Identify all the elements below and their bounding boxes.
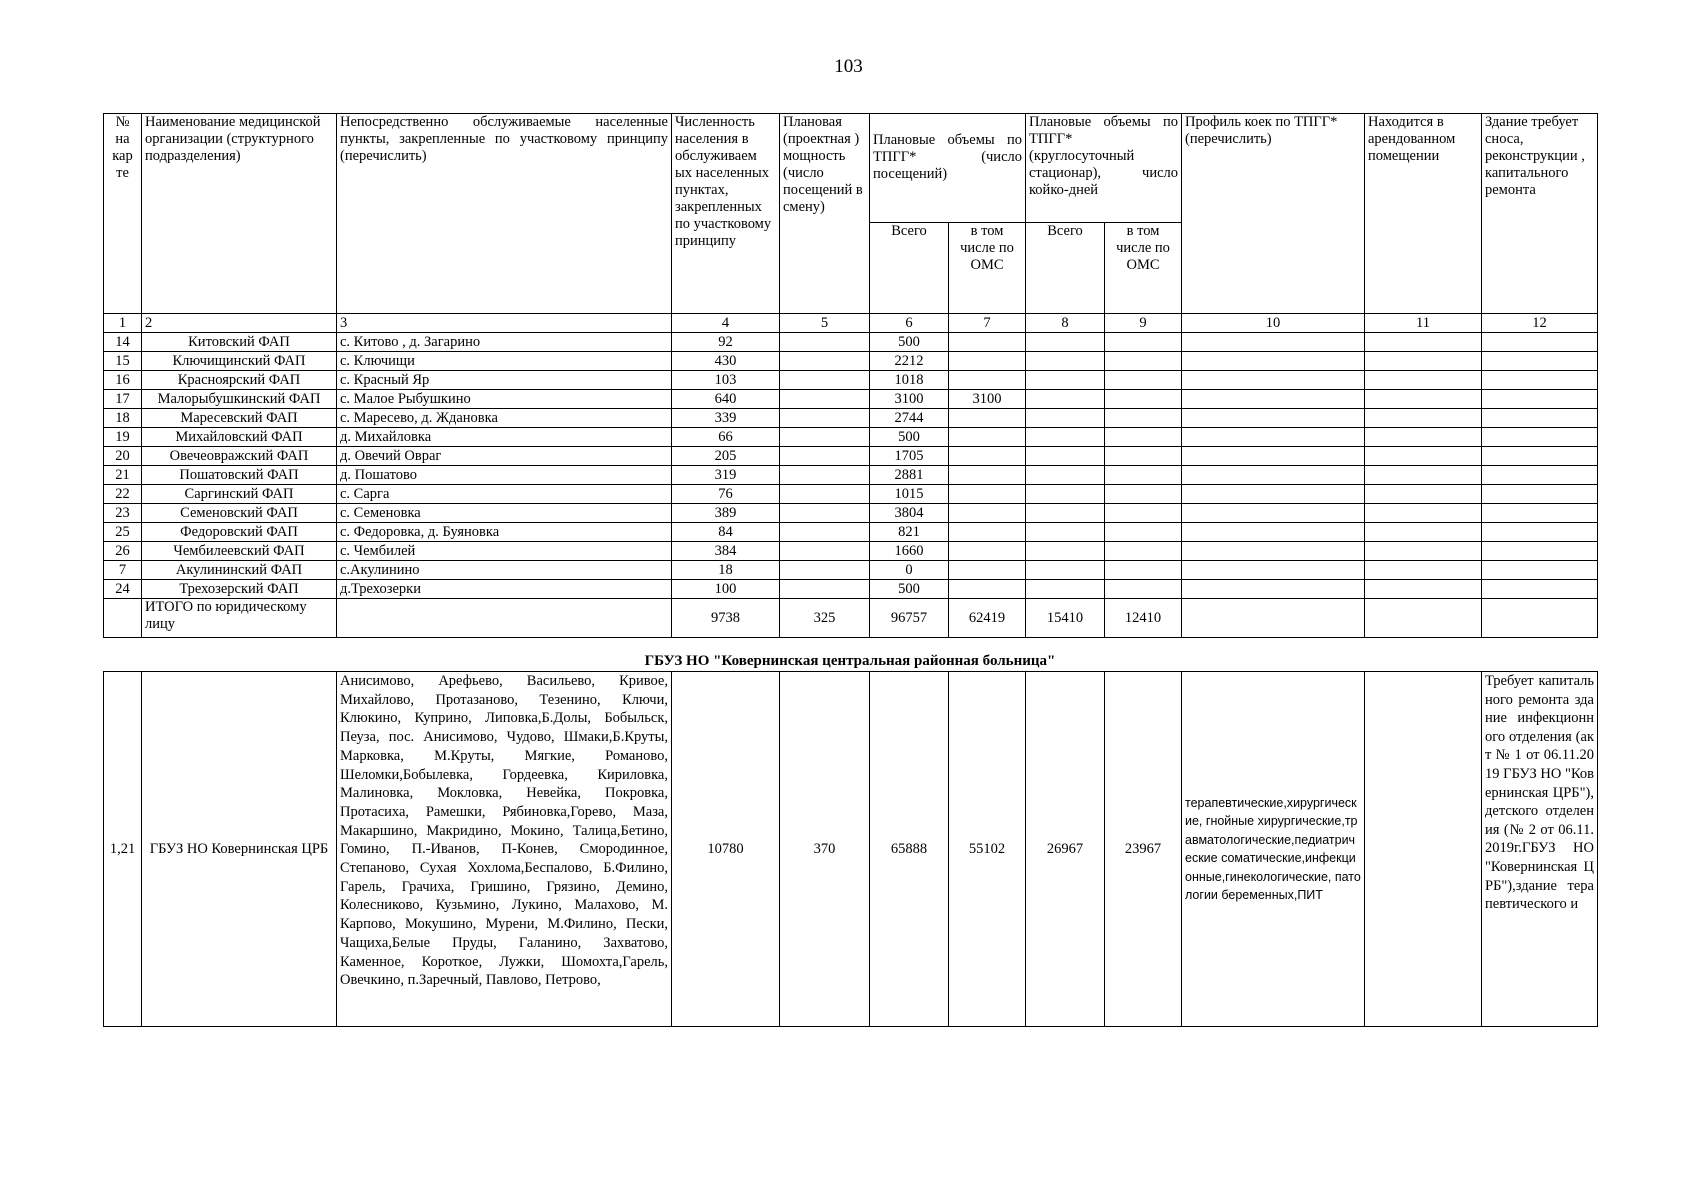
row-visits-oms [949, 504, 1026, 523]
org-beddays: 26967 [1026, 672, 1105, 1027]
row-beddays-oms [1105, 561, 1182, 580]
row-beddays [1026, 390, 1105, 409]
row-visits-oms [949, 542, 1026, 561]
colnum: 3 [337, 314, 672, 333]
row-beddays [1026, 542, 1105, 561]
org-no: 1,21 [104, 672, 142, 1027]
row-name: Ключищинский ФАП [142, 352, 337, 371]
total-label: ИТОГО по юридическому лицу [142, 599, 337, 638]
row-places: с. Чембилей [337, 542, 672, 561]
colnum: 6 [870, 314, 949, 333]
row-capacity [780, 333, 870, 352]
org-profile: терапевтические,хирургические, гнойные хирургические,травматологические,педиатрические соматические,инфекционные,гинекологические, патологии беременных,ПИТ [1182, 672, 1365, 1027]
row-places: с. Ключищи [337, 352, 672, 371]
total-population: 9738 [672, 599, 780, 638]
header-visits-total: Всего [870, 223, 949, 314]
row-no: 18 [104, 409, 142, 428]
table-row [104, 333, 1598, 352]
row-capacity [780, 409, 870, 428]
row-visits-oms [949, 371, 1026, 390]
row-no: 20 [104, 447, 142, 466]
row-beddays [1026, 485, 1105, 504]
row-population: 339 [672, 409, 780, 428]
row-name: Овечеовражский ФАП [142, 447, 337, 466]
row-rented [1365, 352, 1482, 371]
row-no: 19 [104, 428, 142, 447]
row-no: 17 [104, 390, 142, 409]
row-beddays-oms [1105, 542, 1182, 561]
row-rented [1365, 542, 1482, 561]
row-beddays [1026, 580, 1105, 599]
row-population: 100 [672, 580, 780, 599]
row-visits: 2744 [870, 409, 949, 428]
row-visits-oms [949, 333, 1026, 352]
row-profile [1182, 466, 1365, 485]
row-rented [1365, 447, 1482, 466]
row-visits-oms [949, 466, 1026, 485]
table-row [104, 371, 1598, 390]
row-capacity [780, 504, 870, 523]
colnum: 8 [1026, 314, 1105, 333]
column-numbers-row [104, 314, 1598, 333]
row-building [1482, 371, 1598, 390]
row-building [1482, 390, 1598, 409]
row-capacity [780, 447, 870, 466]
row-rented [1365, 580, 1482, 599]
row-name: Пошатовский ФАП [142, 466, 337, 485]
row-beddays [1026, 447, 1105, 466]
row-capacity [780, 580, 870, 599]
row-building [1482, 352, 1598, 371]
row-building [1482, 333, 1598, 352]
table-row [104, 523, 1598, 542]
row-name: Малорыбушкинский ФАП [142, 390, 337, 409]
row-population: 66 [672, 428, 780, 447]
row-building [1482, 504, 1598, 523]
row-beddays [1026, 466, 1105, 485]
facilities-table [103, 113, 1598, 638]
row-population: 319 [672, 466, 780, 485]
table-row [104, 390, 1598, 409]
row-visits-oms [949, 352, 1026, 371]
row-name: Красноярский ФАП [142, 371, 337, 390]
row-capacity [780, 523, 870, 542]
row-beddays-oms [1105, 333, 1182, 352]
row-visits: 2212 [870, 352, 949, 371]
header-beddays-oms: в том числе по ОМС [1105, 223, 1182, 314]
row-visits: 3804 [870, 504, 949, 523]
org-row [104, 672, 1598, 1027]
colnum: 12 [1482, 314, 1598, 333]
row-places: с.Акулинино [337, 561, 672, 580]
row-visits-oms: 3100 [949, 390, 1026, 409]
row-rented [1365, 561, 1482, 580]
row-no: 26 [104, 542, 142, 561]
row-name: Акулининский ФАП [142, 561, 337, 580]
row-no: 25 [104, 523, 142, 542]
header-visits-oms: в том числе по ОМС [949, 223, 1026, 314]
row-no: 14 [104, 333, 142, 352]
row-name: Маресевский ФАП [142, 409, 337, 428]
row-profile [1182, 447, 1365, 466]
row-beddays-oms [1105, 352, 1182, 371]
row-beddays-oms [1105, 485, 1182, 504]
header-no: № на кар те [104, 114, 142, 314]
header-building: Здание требует сноса, реконструкции , капитального ремонта [1482, 114, 1598, 314]
row-beddays [1026, 333, 1105, 352]
row-no: 15 [104, 352, 142, 371]
total-beddays: 15410 [1026, 599, 1105, 638]
colnum: 2 [142, 314, 337, 333]
table-row [104, 504, 1598, 523]
row-capacity [780, 466, 870, 485]
total-empty [104, 599, 142, 638]
row-name: Семеновский ФАП [142, 504, 337, 523]
page-number: 103 [834, 56, 863, 77]
total-visits-oms: 62419 [949, 599, 1026, 638]
row-visits-oms [949, 580, 1026, 599]
table-body [104, 333, 1598, 599]
row-population: 92 [672, 333, 780, 352]
row-beddays [1026, 561, 1105, 580]
row-visits-oms [949, 523, 1026, 542]
colnum: 4 [672, 314, 780, 333]
row-population: 84 [672, 523, 780, 542]
header-places: Непосредственно обслуживаемые населенные пункты, закрепленные по участковому принципу (перечислить) [337, 114, 672, 314]
row-beddays-oms [1105, 409, 1182, 428]
row-beddays [1026, 352, 1105, 371]
row-beddays [1026, 523, 1105, 542]
row-beddays-oms [1105, 523, 1182, 542]
row-profile [1182, 428, 1365, 447]
row-capacity [780, 561, 870, 580]
table-row [104, 428, 1598, 447]
row-no: 24 [104, 580, 142, 599]
row-places: д.Трехозерки [337, 580, 672, 599]
row-beddays-oms [1105, 390, 1182, 409]
row-places: с. Маресево, д. Ждановка [337, 409, 672, 428]
header-beddays: Плановые объемы по ТПГГ* (круглосуточный стационар), число койко-дней [1026, 114, 1182, 223]
total-empty [1365, 599, 1482, 638]
row-capacity [780, 428, 870, 447]
row-building [1482, 561, 1598, 580]
header-visits: Плановые объемы по ТПГГ* (число посещений) [870, 114, 1026, 223]
org-building: Требует капитального ремонта здание инфекционного отделения (акт № 1 от 06.11.2019 ГБУЗ НО "Ковернинская ЦРБ"),детского отделения (№ 2 от 06.11.2019г.ГБУЗ НО "Ковернинская ЦРБ"),здание терапевтического и [1482, 672, 1598, 1027]
row-visits: 0 [870, 561, 949, 580]
row-capacity [780, 371, 870, 390]
row-places: с. Семеновка [337, 504, 672, 523]
row-name: Чембилеевский ФАП [142, 542, 337, 561]
row-population: 18 [672, 561, 780, 580]
total-empty [1182, 599, 1365, 638]
row-rented [1365, 523, 1482, 542]
row-rented [1365, 428, 1482, 447]
table-row [104, 409, 1598, 428]
colnum: 9 [1105, 314, 1182, 333]
row-places: д. Пошатово [337, 466, 672, 485]
org-table [103, 671, 1598, 1027]
row-capacity [780, 485, 870, 504]
table-row [104, 485, 1598, 504]
row-profile [1182, 504, 1365, 523]
row-population: 205 [672, 447, 780, 466]
colnum: 5 [780, 314, 870, 333]
row-capacity [780, 542, 870, 561]
row-places: с. Малое Рыбушкино [337, 390, 672, 409]
row-beddays-oms [1105, 447, 1182, 466]
org-population: 10780 [672, 672, 780, 1027]
row-visits: 821 [870, 523, 949, 542]
row-profile [1182, 561, 1365, 580]
row-population: 384 [672, 542, 780, 561]
row-profile [1182, 523, 1365, 542]
row-building [1482, 485, 1598, 504]
row-visits-oms [949, 561, 1026, 580]
org-visits: 65888 [870, 672, 949, 1027]
row-places: д. Михайловка [337, 428, 672, 447]
table-row [104, 466, 1598, 485]
section-title: ГБУЗ НО "Ковернинская центральная районная больница" [644, 653, 1056, 669]
row-population: 640 [672, 390, 780, 409]
row-rented [1365, 485, 1482, 504]
total-empty [337, 599, 672, 638]
total-empty [1482, 599, 1598, 638]
row-name: Трехозерский ФАП [142, 580, 337, 599]
row-visits: 500 [870, 428, 949, 447]
row-name: Михайловский ФАП [142, 428, 337, 447]
row-beddays [1026, 428, 1105, 447]
org-beddays-oms: 23967 [1105, 672, 1182, 1027]
row-building [1482, 428, 1598, 447]
table-row [104, 352, 1598, 371]
row-population: 103 [672, 371, 780, 390]
row-beddays [1026, 371, 1105, 390]
header-population: Численность населения в обслуживаем ых населенных пунктах, закрепленных по участковому принципу [672, 114, 780, 314]
colnum: 7 [949, 314, 1026, 333]
total-visits: 96757 [870, 599, 949, 638]
row-no: 7 [104, 561, 142, 580]
row-visits: 2881 [870, 466, 949, 485]
header-rented: Находится в арендованном помещении [1365, 114, 1482, 314]
row-no: 23 [104, 504, 142, 523]
row-rented [1365, 333, 1482, 352]
header-beddays-total: Всего [1026, 223, 1105, 314]
row-visits-oms [949, 447, 1026, 466]
colnum: 11 [1365, 314, 1482, 333]
row-places: с. Китово , д. Загарино [337, 333, 672, 352]
table-row [104, 580, 1598, 599]
table-row [104, 542, 1598, 561]
row-profile [1182, 371, 1365, 390]
row-profile [1182, 333, 1365, 352]
row-beddays-oms [1105, 580, 1182, 599]
row-visits-oms [949, 428, 1026, 447]
row-visits: 1018 [870, 371, 949, 390]
row-building [1482, 466, 1598, 485]
org-visits-oms: 55102 [949, 672, 1026, 1027]
table-row [104, 561, 1598, 580]
row-beddays-oms [1105, 504, 1182, 523]
row-beddays-oms [1105, 428, 1182, 447]
row-profile [1182, 485, 1365, 504]
row-building [1482, 542, 1598, 561]
row-places: с. Сарга [337, 485, 672, 504]
row-no: 21 [104, 466, 142, 485]
row-visits: 500 [870, 333, 949, 352]
header-profile: Профиль коек по ТПГГ* (перечислить) [1182, 114, 1365, 314]
row-places: с. Красный Яр [337, 371, 672, 390]
org-capacity: 370 [780, 672, 870, 1027]
row-beddays [1026, 504, 1105, 523]
row-visits: 3100 [870, 390, 949, 409]
row-capacity [780, 352, 870, 371]
row-name: Китовский ФАП [142, 333, 337, 352]
row-name: Саргинский ФАП [142, 485, 337, 504]
row-building [1482, 409, 1598, 428]
row-no: 22 [104, 485, 142, 504]
row-profile [1182, 409, 1365, 428]
row-capacity [780, 390, 870, 409]
row-beddays [1026, 409, 1105, 428]
row-visits: 1015 [870, 485, 949, 504]
row-rented [1365, 390, 1482, 409]
row-visits: 1705 [870, 447, 949, 466]
header-capacity: Плановая (проектная ) мощность (число посещений в смену) [780, 114, 870, 314]
row-no: 16 [104, 371, 142, 390]
total-row [104, 599, 1598, 638]
row-rented [1365, 371, 1482, 390]
row-population: 76 [672, 485, 780, 504]
row-places: с. Федоровка, д. Буяновка [337, 523, 672, 542]
row-name: Федоровский ФАП [142, 523, 337, 542]
row-profile [1182, 390, 1365, 409]
row-profile [1182, 352, 1365, 371]
row-population: 430 [672, 352, 780, 371]
row-rented [1365, 409, 1482, 428]
row-visits-oms [949, 485, 1026, 504]
row-beddays-oms [1105, 371, 1182, 390]
row-population: 389 [672, 504, 780, 523]
row-profile [1182, 542, 1365, 561]
total-beddays-oms: 12410 [1105, 599, 1182, 638]
colnum: 10 [1182, 314, 1365, 333]
header-org-name: Наименование медицинской организации (структурного подразделения) [142, 114, 337, 314]
row-places: д. Овечий Овраг [337, 447, 672, 466]
row-rented [1365, 466, 1482, 485]
row-building [1482, 523, 1598, 542]
total-capacity: 325 [780, 599, 870, 638]
org-places: Анисимово, Арефьево, Васильево, Кривое, Михайлово, Протазаново, Тезенино, Ключи, Клюкино, Куприно, Липовка,Б.Долы, Бобыльск, Пеуза, пос. Анисимово, Чудово, Шмаки,Б.Круты, Марковка, М.Круты, Мягкие, Романово, Шеломки,Бобылевка, Гордеевка, Кириловка, Малиновка, Мокловка, Невейка, Покровка, Протасиха, Рамешки, Рябиновка,Горево, Маза, Макаршино, Макридино, Мокино, Талица,Бетино, Гомино, П.-Иванов, П-Конев, Смородинное, Степаново, Сухая Хохлома,Беспалово, Б.Филино, Гарель, Грачиха, Гришино, Грязино, Демино, Колесниково, Кузьмино, Лукино, Малахово, М. Карпово, Мокушино, Мурени, М.Филино, Пески, Чащиха,Белые Пруды, Галанино, Захватово, Каменное, Короткое, Лужки, Шомохта,Гарель, Овечкино, п.Заречный, Павлово, Петрово, [337, 672, 672, 1027]
row-beddays-oms [1105, 466, 1182, 485]
header-row [104, 114, 1598, 223]
row-visits: 1660 [870, 542, 949, 561]
org-rented [1365, 672, 1482, 1027]
colnum: 1 [104, 314, 142, 333]
row-visits: 500 [870, 580, 949, 599]
org-name: ГБУЗ НО Ковернинская ЦРБ [142, 672, 337, 1027]
table-row [104, 447, 1598, 466]
row-rented [1365, 504, 1482, 523]
row-building [1482, 447, 1598, 466]
row-building [1482, 580, 1598, 599]
row-visits-oms [949, 409, 1026, 428]
row-profile [1182, 580, 1365, 599]
